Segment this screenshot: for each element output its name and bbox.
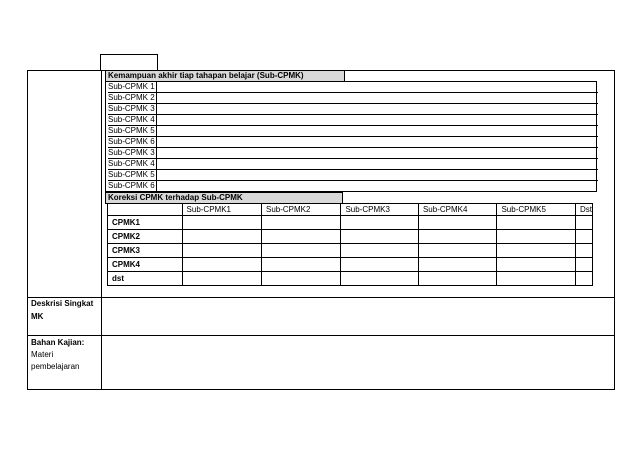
table-header-row bbox=[108, 204, 593, 216]
table-cell bbox=[576, 258, 593, 272]
table-cell bbox=[262, 230, 341, 244]
outer-right-border bbox=[614, 70, 615, 390]
table-cell bbox=[418, 272, 496, 286]
table-col-header: Sub-CPMK4 bbox=[418, 204, 496, 216]
row-line bbox=[156, 114, 598, 115]
correlation-header: Koreksi CPMK terhadap Sub-CPMK bbox=[105, 192, 343, 204]
sub-cpmk-list bbox=[105, 82, 597, 192]
bahan-materi-label: Materi bbox=[31, 350, 54, 359]
list-item: Sub-CPMK 3 bbox=[108, 104, 155, 113]
table-row bbox=[108, 258, 593, 272]
table-cell bbox=[182, 230, 261, 244]
table-cell bbox=[576, 244, 593, 258]
table-col-header: Sub-CPMK2 bbox=[262, 204, 341, 216]
table-cell bbox=[418, 216, 496, 230]
table-row-label: dst bbox=[108, 272, 183, 286]
list-item: Sub-CPMK 5 bbox=[108, 126, 155, 135]
row-line bbox=[156, 180, 598, 181]
table-cell bbox=[262, 272, 341, 286]
top-small-cell bbox=[100, 54, 158, 71]
row-line bbox=[156, 103, 598, 104]
table-cell bbox=[182, 216, 261, 230]
list-item: Sub-CPMK 1 bbox=[108, 82, 155, 91]
table-cell bbox=[576, 272, 593, 286]
table-corner-cell bbox=[108, 204, 183, 216]
row-line bbox=[156, 158, 598, 159]
table-cell bbox=[262, 258, 341, 272]
table-row bbox=[108, 230, 593, 244]
row-line bbox=[156, 136, 598, 137]
row-divider-bahan bbox=[27, 335, 615, 336]
table-cell bbox=[576, 230, 593, 244]
table-cell bbox=[262, 244, 341, 258]
sub-cpmk-header: Kemampuan akhir tiap tahapan belajar (Sub-CPMK) bbox=[105, 70, 345, 82]
table-cell bbox=[182, 272, 261, 286]
outer-bottom-border bbox=[27, 389, 615, 390]
table-cell bbox=[182, 244, 261, 258]
sub-cpmk-label-divider bbox=[156, 82, 157, 192]
table-cell bbox=[497, 258, 576, 272]
list-item: Sub-CPMK 3 bbox=[108, 148, 155, 157]
table-cell bbox=[418, 230, 496, 244]
list-item: Sub-CPMK 2 bbox=[108, 93, 155, 102]
deskripsi-label-line2: MK bbox=[31, 312, 44, 321]
table-row-label: CPMK1 bbox=[108, 216, 183, 230]
table-row-label: CPMK4 bbox=[108, 258, 183, 272]
table-col-header: Dst bbox=[576, 204, 593, 216]
bahan-pembelajaran-label: pembelajaran bbox=[31, 362, 80, 371]
table-col-header: Sub-CPMK3 bbox=[341, 204, 419, 216]
list-item: Sub-CPMK 5 bbox=[108, 170, 155, 179]
row-line bbox=[156, 169, 598, 170]
table-row-label: CPMK3 bbox=[108, 244, 183, 258]
table-cell bbox=[341, 272, 419, 286]
table-cell bbox=[497, 216, 576, 230]
table-cell bbox=[262, 216, 341, 230]
table-row bbox=[108, 244, 593, 258]
table-cell bbox=[341, 244, 419, 258]
correlation-table bbox=[107, 203, 593, 286]
table-cell bbox=[418, 258, 496, 272]
table-row-label: CPMK2 bbox=[108, 230, 183, 244]
table-row bbox=[108, 272, 593, 286]
list-item: Sub-CPMK 6 bbox=[108, 137, 155, 146]
table-cell bbox=[497, 244, 576, 258]
table-cell bbox=[418, 244, 496, 258]
list-item: Sub-CPMK 4 bbox=[108, 115, 155, 124]
list-item: Sub-CPMK 6 bbox=[108, 181, 155, 190]
deskripsi-label-line1: Deskrisi Singkat bbox=[31, 299, 94, 308]
table-cell bbox=[341, 258, 419, 272]
left-column-divider bbox=[101, 70, 102, 390]
list-item: Sub-CPMK 4 bbox=[108, 159, 155, 168]
table-col-header: Sub-CPMK5 bbox=[497, 204, 576, 216]
table-cell bbox=[576, 216, 593, 230]
table-cell bbox=[341, 216, 419, 230]
outer-left-border bbox=[27, 70, 28, 390]
table-cell bbox=[341, 230, 419, 244]
table-col-header: Sub-CPMK1 bbox=[182, 204, 261, 216]
bahan-kajian-label: Bahan Kajian: bbox=[31, 338, 85, 347]
table-row bbox=[108, 216, 593, 230]
row-divider-deskripsi bbox=[27, 297, 615, 298]
table-cell bbox=[497, 272, 576, 286]
row-line bbox=[156, 92, 598, 93]
table-cell bbox=[182, 258, 261, 272]
row-line bbox=[156, 147, 598, 148]
row-line bbox=[156, 125, 598, 126]
table-cell bbox=[497, 230, 576, 244]
